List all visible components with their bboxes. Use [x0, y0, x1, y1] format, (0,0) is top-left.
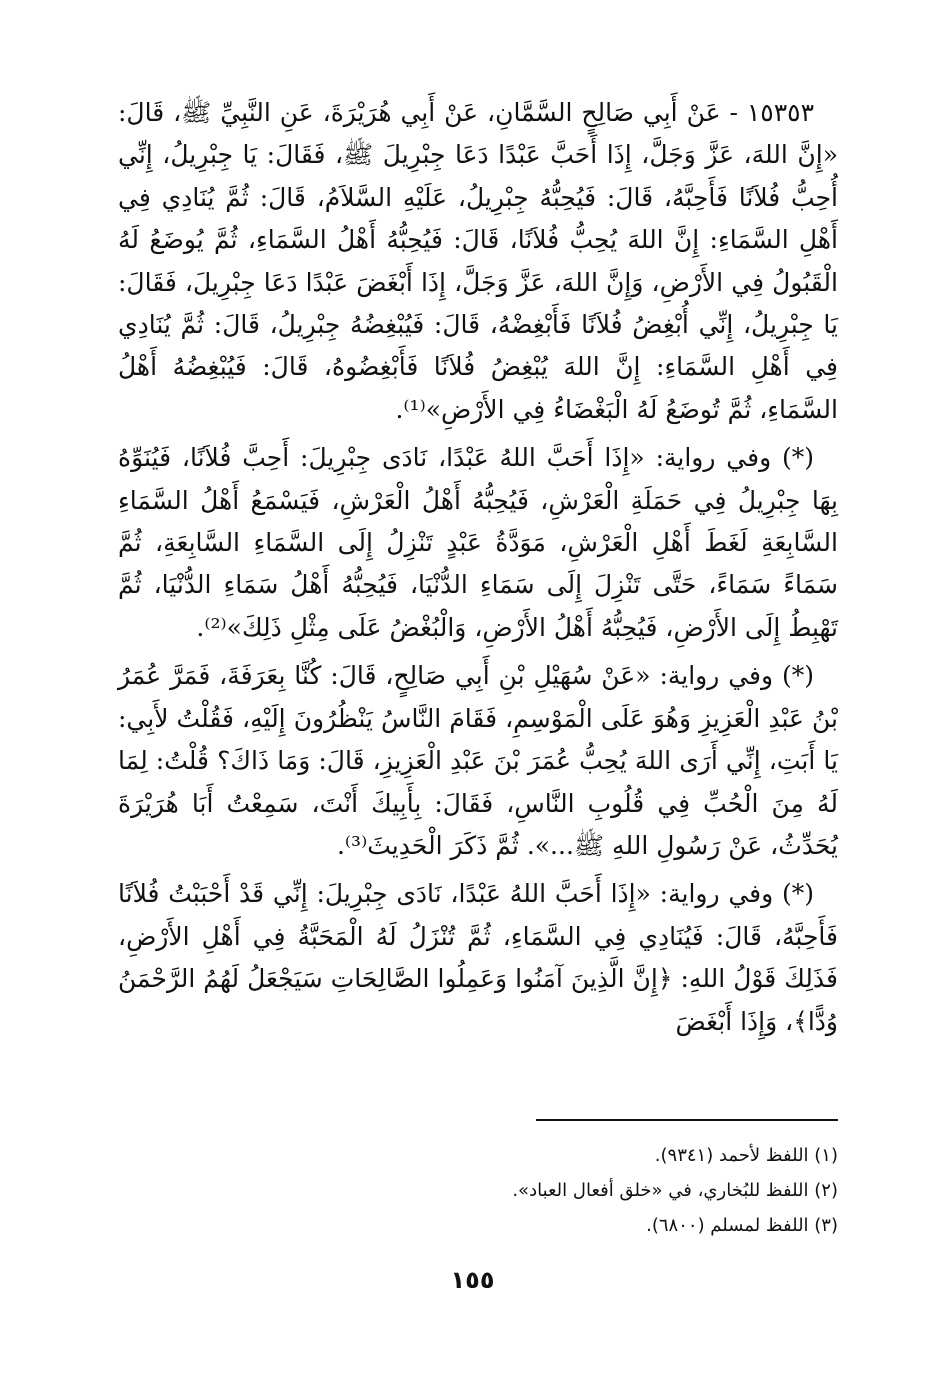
footnote-item: (١) اللفظ لأحمد (٩٣٤١).: [654, 1145, 838, 1166]
footnote-item: (٣) اللفظ لمسلم (٦٨٠٠).: [646, 1215, 838, 1236]
hadith-paragraph: ١٥٣٥٣ - عَنْ أَبِي صَالِحٍ السَّمَّانِ، عَنْ أَبِي هُرَيْرَةَ، عَنِ النَّبِيِّ ﷺ، قَالَ: «إِنَّ اللهَ، عَزَّ وَجَلَّ، إِذَا أَحَبَّ عَبْدًا دَعَا جِبْرِيلَ ﷺ، فَقَالَ: يَا جِبْرِيلُ، إِنِّي أُحِبُّ فُلاَنًا فَأَحِبَّهُ، قَالَ: فَيُحِبُّهُ جِبْرِيلُ، عَلَيْهِ السَّلاَمُ، قَالَ: ثُمَّ يُنَادِي فِي أَهْلِ السَّمَاءِ: إِنَّ اللهَ يُحِبُّ فُلاَنًا، قَالَ: فَيُحِبُّهُ أَهْلُ السَّمَاءِ، ثُمَّ يُوضَعُ لَهُ الْقَبُولُ فِي الأَرْضِ، وَإِنَّ اللهَ، عَزَّ وَجَلَّ، إِذَا أَبْغَضَ عَبْدًا دَعَا جِبْرِيلَ، فَقَالَ: يَا جِبْرِيلُ، إِنِّي أُبْغِضُ فُلاَنًا فَأَبْغِضْهُ، قَالَ: فَيُبْغِضُهُ جِبْرِيلُ، قَالَ: ثُمَّ يُنَادِي فِي أَهْلِ السَّمَاءِ: إِنَّ اللهَ يُبْغِضُ فُلاَنًا فَأَبْغِضُوهُ، قَالَ: فَيُبْغِضُهُ أَهْلُ السَّمَاءِ، ثُمَّ تُوضَعُ لَهُ الْبَغْضَاءُ فِي الأَرْضِ»⁽¹⁾.: [118, 98, 838, 424]
narration-paragraph: (*) وفي رواية: «إِذَا أَحَبَّ اللهُ عَبْدًا، نَادَى جِبْرِيلَ: أَحِبَّ فُلاَنًا، فَيُنَوِّهُ بِهَا جِبْرِيلُ فِي حَمَلَةِ الْعَرْشِ، فَيُحِبُّهُ أَهْلُ الْعَرْشِ، فَيَسْمَعُ أَهْلُ السَّمَاءِ السَّابِعَةِ لَغَطَ أَهْلِ الْعَرْشِ، مَوَدَّةُ عَبْدٍ تَنْزِلُ إِلَى السَّمَاءِ السَّابِعَةِ، ثُمَّ سَمَاءً سَمَاءً، حَتَّى تَنْزِلَ إِلَى سَمَاءِ الدُّنْيَا، فَيُحِبُّهُ أَهْلُ سَمَاءِ الدُّنْيَا، ثُمَّ تَهْبِطُ إِلَى الأَرْضِ، فَيُحِبُّهُ أَهْلُ الأَرْضِ، وَالْبُغْضُ عَلَى مِثْلِ ذَلِكَ»⁽²⁾.: [118, 443, 838, 642]
main-text: [118, 92, 838, 1043]
footnote-item: (٢) اللفظ للبُخاري، في «خلق أفعال العباد».: [512, 1180, 838, 1201]
narration-paragraph: (*) وفي رواية: «عَنْ سُهَيْلِ بْنِ أَبِي صَالِحٍ، قَالَ: كُنَّا بِعَرَفَةَ، فَمَرَّ عُمَرُ بْنُ عَبْدِ الْعَزِيزِ وَهُوَ عَلَى الْمَوْسِمِ، فَقَامَ النَّاسُ يَنْظُرُونَ إِلَيْهِ، فَقُلْتُ لأَبِي: يَا أَبَتِ، إِنِّي أَرَى اللهَ يُحِبُّ عُمَرَ بْنَ عَبْدِ الْعَزِيزِ، قَالَ: وَمَا ذَاكَ؟ قُلْتُ: لِمَا لَهُ مِنَ الْحُبِّ فِي قُلُوبِ النَّاسِ، فَقَالَ: بِأَبِيكَ أَنْتَ، سَمِعْتُ أَبَا هُرَيْرَةَ يُحَدِّثُ، عَنْ رَسُولِ اللهِ ﷺ...». ثُمَّ ذَكَرَ الْحَدِيثَ⁽³⁾.: [118, 661, 838, 860]
footnote-divider: [536, 1119, 838, 1121]
page-number: ١٥٥: [450, 1266, 495, 1294]
footnotes: [118, 1138, 838, 1243]
narration-paragraph: (*) وفي رواية: «إِذَا أَحَبَّ اللهُ عَبْدًا، نَادَى جِبْرِيلَ: إِنِّي قَدْ أَحْبَبْتُ فُلاَنًا فَأَحِبَّهُ، قَالَ: فَيُنَادِي فِي السَّمَاءِ، ثُمَّ تُنْزَلُ لَهُ الْمَحَبَّةُ فِي أَهْلِ الأَرْضِ، فَذَلِكَ قَوْلُ اللهِ: ﴿إِنَّ الَّذِينَ آمَنُوا وَعَمِلُوا الصَّالِحَاتِ سَيَجْعَلُ لَهُمُ الرَّحْمَنُ وُدًّا﴾، وَإِذَا أَبْغَضَ: [118, 879, 838, 1036]
page-content: [118, 92, 838, 1236]
